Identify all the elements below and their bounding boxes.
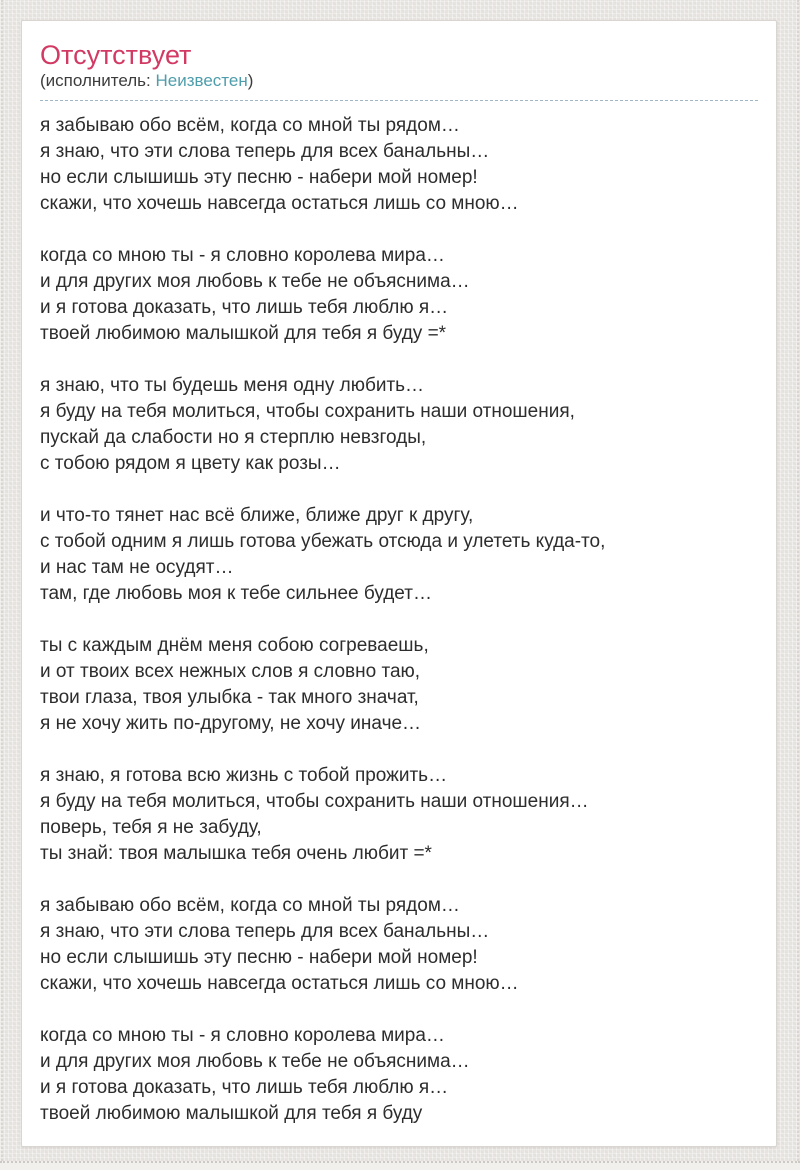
- lyric-line: я знаю, что эти слова теперь для всех банальны…: [40, 921, 490, 942]
- lyric-line: твоей любимою малышкой для тебя я буду =*: [40, 323, 447, 344]
- artist-suffix: ): [247, 71, 254, 90]
- lyric-line: скажи, что хочешь навсегда остаться лишь со мною…: [40, 193, 519, 214]
- stanza: [40, 113, 758, 217]
- lyric-line: твои глаза, твоя улыбка - так много значат,: [40, 687, 419, 708]
- lyric-line: я не хочу жить по-другому, не хочу иначе…: [40, 713, 422, 734]
- lyric-line: я забываю обо всём, когда со мной ты рядом…: [40, 115, 460, 136]
- lyric-line: я буду на тебя молиться, чтобы сохранить наши отношения…: [40, 791, 589, 812]
- lyric-line: я забываю обо всём, когда со мной ты рядом…: [40, 895, 460, 916]
- page-title: Отсутствует: [40, 40, 192, 70]
- stanza: [40, 633, 758, 737]
- lyrics-card: [21, 20, 777, 1147]
- lyric-line: я знаю, я готова всю жизнь с тобой прожить…: [40, 765, 448, 786]
- lyric-line: и я готова доказать, что лишь тебя люблю я…: [40, 297, 449, 318]
- lyric-line: с тобой одним я лишь готова убежать отсюда и улететь куда-то,: [40, 531, 606, 552]
- lyric-line: и нас там не осудят…: [40, 557, 234, 578]
- stanza: [40, 1023, 758, 1127]
- right-dotted-border: [797, 0, 799, 1161]
- lyric-line: ты с каждым днём меня собою согреваешь,: [40, 635, 429, 656]
- stanza: [40, 243, 758, 347]
- lyric-line: твоей любимою малышкой для тебя я буду: [40, 1103, 423, 1124]
- lyric-line: пускай да слабости но я стерплю невзгоды,: [40, 427, 427, 448]
- stanza: [40, 893, 758, 997]
- lyric-line: и от твоих всех нежных слов я словно таю,: [40, 661, 421, 682]
- lyric-line: с тобою рядом я цвету как розы…: [40, 453, 341, 474]
- stanza: [40, 373, 758, 477]
- lyric-line: скажи, что хочешь навсегда остаться лишь со мною…: [40, 973, 519, 994]
- artist-prefix: (исполнитель:: [40, 71, 156, 90]
- bottom-dotted-border: [0, 1161, 800, 1170]
- left-dotted-border: [1, 0, 3, 1161]
- lyric-line: но если слышишь эту песню - набери мой номер!: [40, 167, 478, 188]
- lyrics-text: [40, 113, 758, 1127]
- stanza: [40, 763, 758, 867]
- lyric-line: ты знай: твоя малышка тебя очень любит =*: [40, 843, 432, 864]
- lyric-line: я знаю, что эти слова теперь для всех банальны…: [40, 141, 490, 162]
- lyric-line: и я готова доказать, что лишь тебя люблю я…: [40, 1077, 449, 1098]
- lyric-line: я знаю, что ты будешь меня одну любить…: [40, 375, 425, 396]
- lyric-line: я буду на тебя молиться, чтобы сохранить наши отношения,: [40, 401, 575, 422]
- lyric-line: когда со мною ты - я словно королева мира…: [40, 245, 445, 266]
- lyric-line: там, где любовь моя к тебе сильнее будет…: [40, 583, 432, 604]
- lyric-line: и для других моя любовь к тебе не объяснима…: [40, 1051, 470, 1072]
- song-header: [40, 41, 758, 101]
- lyric-line: когда со мною ты - я словно королева мира…: [40, 1025, 445, 1046]
- lyric-line: но если слышишь эту песню - набери мой номер!: [40, 947, 478, 968]
- lyric-line: поверь, тебя я не забуду,: [40, 817, 262, 838]
- stanza: [40, 503, 758, 607]
- artist-link[interactable]: Неизвестен: [155, 71, 248, 90]
- lyric-line: и что-то тянет нас всё ближе, ближе друг к другу,: [40, 505, 474, 526]
- artist-line: [40, 71, 758, 91]
- lyric-line: и для других моя любовь к тебе не объяснима…: [40, 271, 470, 292]
